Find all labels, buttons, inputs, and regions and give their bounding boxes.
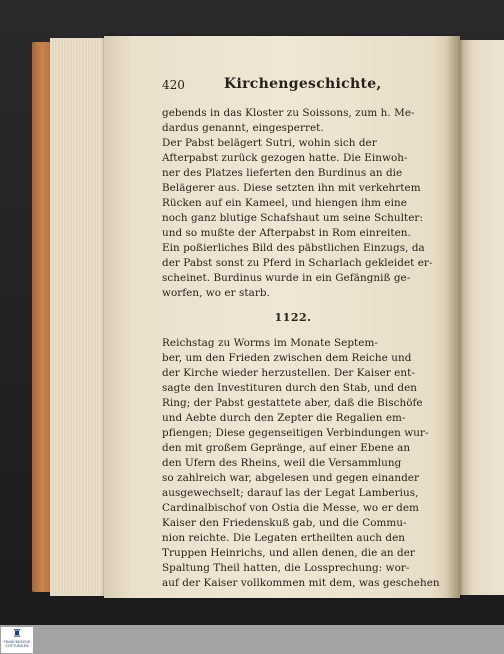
text-line: den Ufern des Rheins, weil die Versammlung (162, 457, 402, 469)
library-logo (1, 627, 33, 653)
text-line: gebends in das Kloster zu Soissons, zum h. Me- (162, 107, 415, 119)
logo-text: FRANCKESCHE STIFTUNGEN (3, 640, 31, 648)
facing-page-edge (460, 40, 504, 595)
paragraph-top (162, 106, 433, 301)
text-line: worfen, wo er starb. (162, 287, 270, 299)
footer-strip (0, 625, 504, 654)
paragraph-bottom (162, 336, 440, 591)
gutter-shadow (446, 36, 460, 598)
text-line: ausgewechselt; darauf las der Legat Lamberius, (162, 487, 419, 499)
year-heading: 1122. (274, 311, 312, 324)
text-line: auf der Kaiser vollkommen mit dem, was geschehen (162, 577, 440, 589)
text-line: Ein poßierliches Bild des päbstlichen Einzugs, da (162, 242, 425, 254)
page-text (162, 76, 440, 591)
text-line: und Aebte durch den Zepter die Regalien em- (162, 412, 406, 424)
text-line: Rücken auf ein Kameel, und hiengen ihm eine (162, 197, 407, 209)
page-header (162, 78, 424, 100)
text-line: Belägerer aus. Diese setzten ihn mit verkehrtem (162, 182, 421, 194)
text-line: ner des Platzes lieferten den Burdinus an die (162, 167, 403, 179)
text-line: pfiengen; Diese gegenseitigen Verbindungen wur- (162, 427, 429, 439)
text-line: scheinet. Burdinus wurde in ein Gefängniß ge- (162, 272, 411, 284)
text-line: noch ganz blutige Schafshaut um seine Schulter: (162, 212, 423, 224)
text-line: nion reichte. Die Legaten ertheilten auch den (162, 532, 406, 544)
text-line: sagte den Investituren durch den Stab, und den (162, 382, 418, 394)
text-line: Kaiser den Friedenskuß gab, und die Commu- (162, 517, 407, 529)
franckesche-stiftungen-logo-icon: ♜ (12, 627, 22, 640)
running-title: Kirchengeschichte, (224, 76, 382, 92)
text-line: ber, um den Frieden zwischen dem Reiche und (162, 352, 412, 364)
book-spine-edge (32, 42, 52, 592)
text-line: Truppen Heinrichs, und allen denen, die an der (162, 547, 415, 559)
text-line: Der Pabst belägert Sutri, wohin sich der (162, 137, 377, 149)
text-line: Reichstag zu Worms im Monate Septem- (162, 337, 378, 349)
page-number: 420 (162, 78, 185, 92)
text-line: und so mußte der Afterpabst in Rom einreiten. (162, 227, 411, 239)
page-stack-edges (50, 38, 108, 596)
text-line: dardus genannt, eingesperret. (162, 122, 324, 134)
text-line: Afterpabst zurück gezogen hatte. Die Einwoh- (162, 152, 408, 164)
text-line: so zahlreich war, abgelesen und gegen einander (162, 472, 419, 484)
text-line: der Kirche wieder herzustellen. Der Kaiser ent- (162, 367, 415, 379)
text-line: Spaltung Theil hatten, die Lossprechung: wor- (162, 562, 410, 574)
text-line: der Pabst sonst zu Pferd in Scharlach gekleidet er- (162, 257, 433, 269)
text-line: den mit großem Gepränge, auf einer Ebene an (162, 442, 411, 454)
text-line: Ring; der Pabst gestattete aber, daß die Bischöfe (162, 397, 423, 409)
text-line: Cardinalbischof von Ostia die Messe, wo er dem (162, 502, 419, 514)
